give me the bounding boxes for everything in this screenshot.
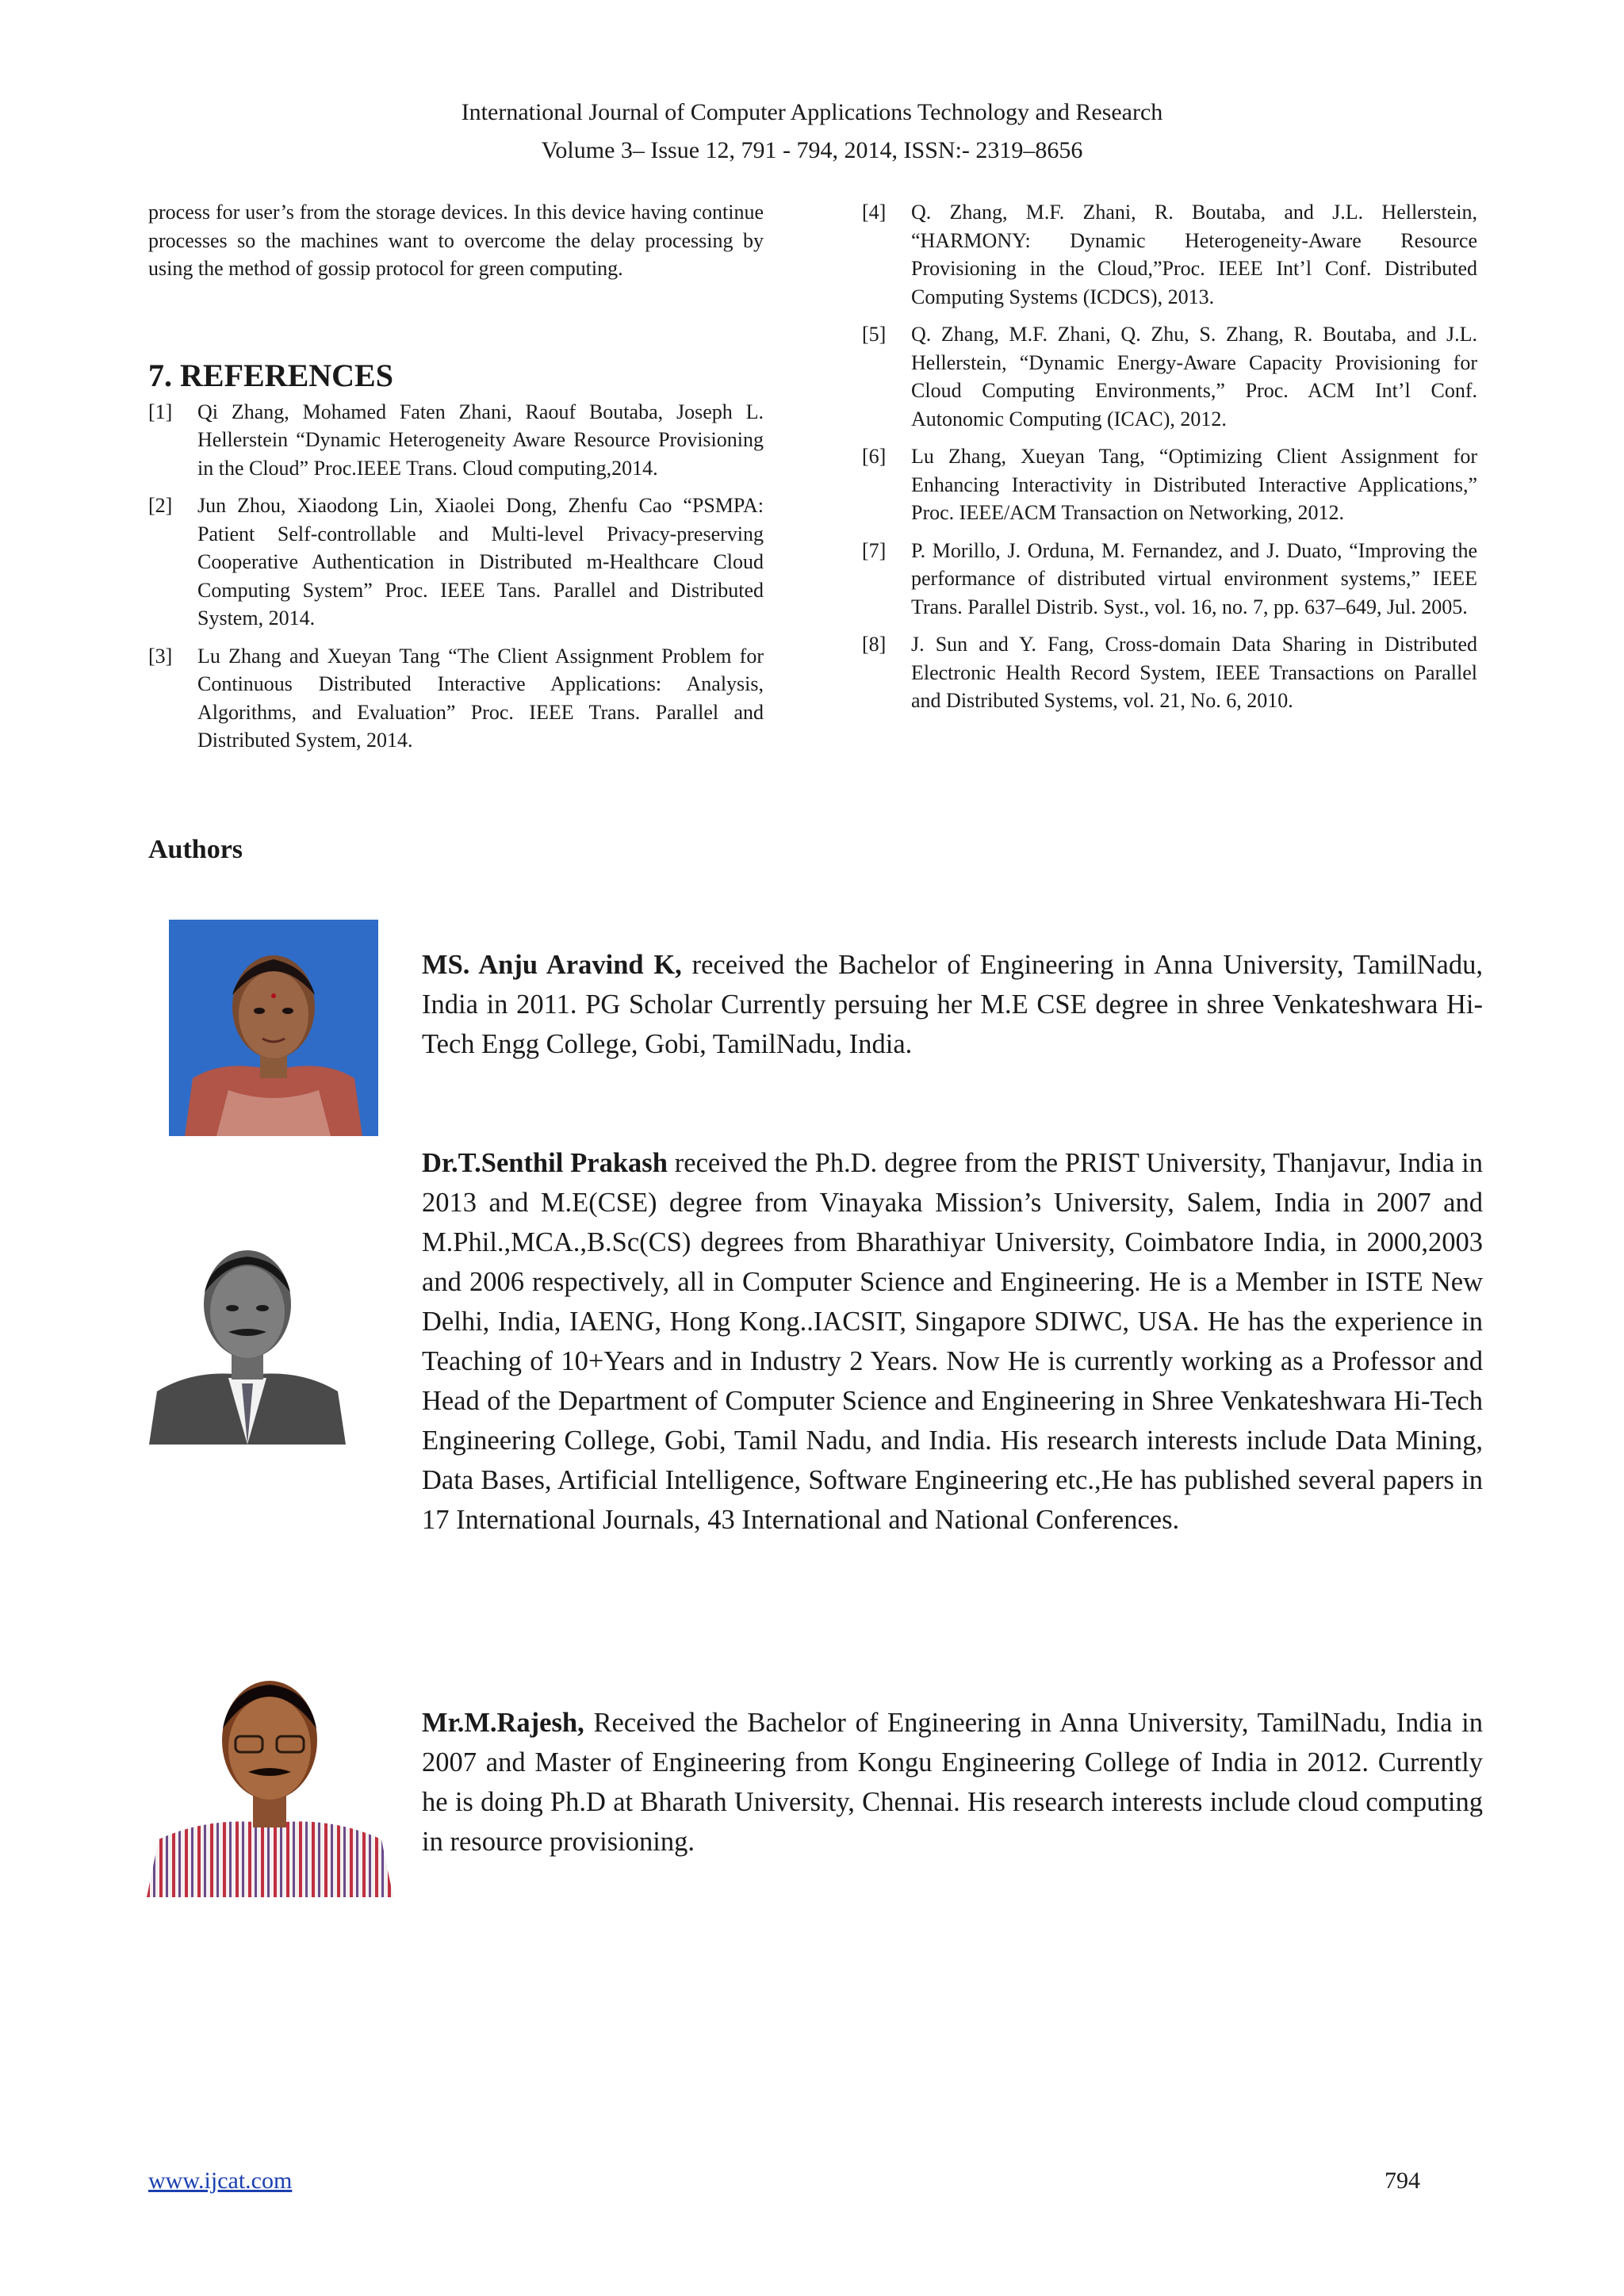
- author-photo-3: [147, 1653, 393, 1897]
- reference-item: [862, 442, 1477, 527]
- author-bio-text: received the Bachelor of Engineering in Anna University, TamilNadu, India in 2011. PG Scholar Currently persuing her M.E CSE degree in shree Venkateshwara Hi-Tech Engg College, Gobi, TamilNadu, India.: [422, 950, 1483, 1059]
- reference-text: Jun Zhou, Xiaodong Lin, Xiaolei Dong, Zhenfu Cao “PSMPA: Patient Self-controllable and Multi-level Privacy-preserving Cooperative Authentication in Distributed m-Healthcare Cloud Computing System” Proc. IEEE Tans. Parallel and Distributed System, 2014.: [197, 494, 764, 629]
- reference-item: [862, 630, 1477, 715]
- portrait-man-icon: [149, 1221, 346, 1445]
- author-name: Dr.T.Senthil Prakash: [422, 1148, 668, 1178]
- journal-website-link[interactable]: www.ijcat.com: [148, 2168, 293, 2194]
- journal-title: International Journal of Computer Applications Technology and Research: [461, 99, 1163, 125]
- author-photo-1: [169, 920, 378, 1136]
- reference-number: [8]: [862, 633, 887, 656]
- volume-info: Volume 3– Issue 12, 791 - 794, 2014, ISSN:- 2319–8656: [541, 137, 1083, 163]
- reference-text: Qi Zhang, Mohamed Faten Zhani, Raouf Boutaba, Joseph L. Hellerstein “Dynamic Heterogeneity Aware Resource Provisioning in the Cloud” Proc.IEEE Trans. Cloud computing,2014.: [197, 400, 764, 480]
- intro-paragraph: process for user’s from the storage devices. In this device having continue processes so the machines want to overcome the delay processing by using the method of gossip protocol for green computing.: [148, 201, 764, 280]
- author-photo-2: [149, 1221, 346, 1445]
- page-number: 794: [1385, 2168, 1420, 2194]
- reference-number: [5]: [862, 323, 887, 346]
- reference-number: [7]: [862, 538, 887, 562]
- portrait-man-icon: [147, 1653, 393, 1897]
- authors-heading: Authors: [148, 835, 243, 864]
- author-bio-text: received the Ph.D. degree from the PRIST University, Thanjavur, India in 2013 and M.E(CSE) degree from Vinayaka Mission’s University, Salem, India in 2007 and M.Phil.,MCA.,B.Sc(CS) degrees from Bharathiyar University, Coimbatore India, in 2000,2003 and 2006 respectively, all in Computer Science and Engineering. He is a Member in ISTE New Delhi, India, IAENG, Hong Kong..IACSIT, Singapore SDIWC, USA. He has the experience in Teaching of 10+Years and in Industry 2 Years. Now He is currently working as a Professor and Head of the Department of Computer Science and Engineering in Shree Venkateshwara Hi-Tech Engineering College, Gobi, Tamil Nadu, and India. His research interests include Data Mining, Data Bases, Artificial Intelligence, Software Engineering etc.,He has published several papers in 17 International Journals, 43 International and National Conferences.: [422, 1148, 1484, 1535]
- reference-item: [148, 398, 764, 483]
- left-column: [148, 198, 764, 764]
- reference-text: Q. Zhang, M.F. Zhani, Q. Zhu, S. Zhang, R. Boutaba, and J.L. Hellerstein, “Dynamic Energy-Aware Capacity Provisioning for Cloud Computing Environments,” Proc. ACM Int’l Conf. Autonomic Computing (ICAC), 2012.: [911, 323, 1477, 430]
- author-name: MS. Anju Aravind K,: [422, 950, 682, 980]
- reference-item: [148, 642, 764, 755]
- reference-number: [1]: [148, 400, 173, 423]
- right-column: [862, 198, 1477, 725]
- reference-item: [862, 320, 1477, 433]
- reference-number: [6]: [862, 445, 887, 468]
- reference-text: Q. Zhang, M.F. Zhani, R. Boutaba, and J.L. Hellerstein, “HARMONY: Dynamic Heterogeneity-Aware Resource Provisioning in the Cloud,”Proc. IEEE Int’l Conf. Distributed Computing Systems (ICDCS), 2013.: [911, 201, 1477, 308]
- reference-text: Lu Zhang, Xueyan Tang, “Optimizing Client Assignment for Enhancing Interactivity in Distributed Interactive Applications,” Proc. IEEE/ACM Transaction on Networking, 2012.: [911, 445, 1477, 524]
- author-bio-2: [422, 1143, 1483, 1540]
- reference-number: [2]: [148, 494, 173, 517]
- portrait-woman-icon: [169, 920, 378, 1136]
- author-bio-text: Received the Bachelor of Engineering in Anna University, TamilNadu, India in 2007 and Master of Engineering from Kongu Engineering College of India in 2012. Currently he is doing Ph.D at Bharath University, Chennai. His research interests include cloud computing in resource provisioning.: [422, 1708, 1483, 1857]
- reference-item: [148, 492, 764, 633]
- references-heading: 7. REFERENCES: [148, 357, 393, 393]
- reference-text: J. Sun and Y. Fang, Cross-domain Data Sharing in Distributed Electronic Health Record System, IEEE Transactions on Parallel and Distributed Systems, vol. 21, No. 6, 2010.: [911, 633, 1477, 712]
- author-bio-1: [422, 945, 1483, 1064]
- reference-item: [862, 537, 1477, 622]
- reference-text: Lu Zhang and Xueyan Tang “The Client Assignment Problem for Continuous Distributed Interactive Applications: Analysis, Algorithms, and Evaluation” Proc. IEEE Trans. Parallel and Distributed System, 2014.: [197, 644, 764, 752]
- author-name: Mr.M.Rajesh,: [422, 1708, 584, 1738]
- reference-number: [4]: [862, 201, 887, 224]
- reference-text: P. Morillo, J. Orduna, M. Fernandez, and J. Duato, “Improving the performance of distributed virtual environment systems,” IEEE Trans. Parallel Distrib. Syst., vol. 16, no. 7, pp. 637–649, Jul. 2005.: [911, 538, 1477, 618]
- reference-item: [862, 198, 1477, 311]
- author-bio-3: [422, 1703, 1483, 1862]
- reference-number: [3]: [148, 644, 173, 668]
